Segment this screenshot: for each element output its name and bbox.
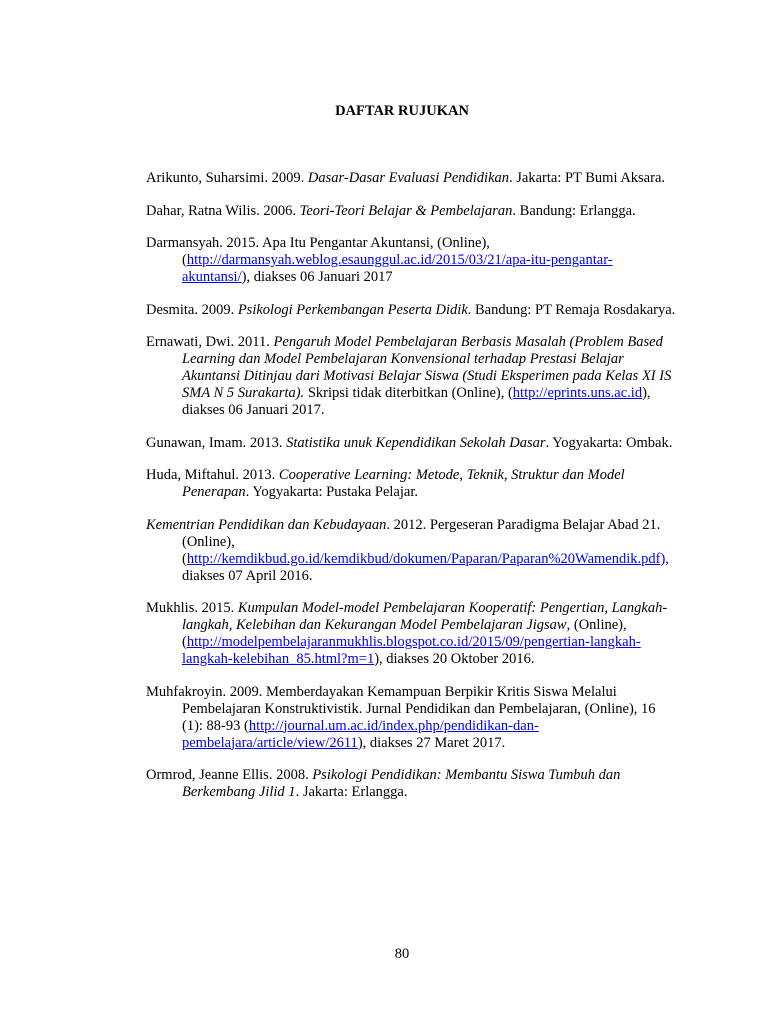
reference-text: Skripsi tidak diterbitkan (Online), ( bbox=[304, 385, 513, 401]
reference-item bbox=[146, 517, 676, 585]
reference-text: Desmita. 2009. bbox=[146, 301, 238, 318]
reference-item bbox=[146, 170, 676, 187]
reference-text: Muhfakroyin. 2009. Memberdayakan Kemampuan Berpikir Kritis Siswa Melalui Pembelajaran Konstruktivistik. Jurnal Pendidikan dan Pembelajaran, (Online), 16 (1): 88-93 ( bbox=[146, 683, 656, 734]
reference-title: Psikologi Pendidikan: Membantu Siswa Tumbuh dan Berkembang Jilid 1 bbox=[182, 767, 621, 800]
reference-text: Darmansyah. 2015. Apa Itu Pengantar Akuntansi, (Online), ( bbox=[146, 235, 490, 268]
reference-text: , (Online), ( bbox=[182, 617, 627, 650]
reference-list bbox=[146, 170, 676, 817]
reference-title: Teori-Teori Belajar & Pembelajaran bbox=[299, 202, 513, 219]
reference-text: Ormrod, Jeanne Ellis. 2008. bbox=[146, 767, 313, 783]
reference-item bbox=[146, 435, 676, 452]
reference-text: . Jakarta: PT Bumi Aksara. bbox=[509, 170, 666, 186]
page-number: 80 bbox=[394, 946, 410, 962]
reference-item bbox=[146, 235, 676, 286]
page-title: DAFTAR RUJUKAN bbox=[335, 103, 469, 119]
reference-text: Dahar, Ratna Wilis. 2006. bbox=[146, 202, 300, 219]
reference-item bbox=[146, 334, 676, 419]
reference-link[interactable]: http://journal.um.ac.id/index.php/pendidikan-dan-pembelajara/article/view/2611 bbox=[182, 717, 539, 751]
reference-title: Kumpulan Model-model Pembelajaran Kooperatif: Pengertian, Langkah-langkah, Kelebihan dan Kekurangan Model Pembelajaran Jigsaw bbox=[182, 600, 668, 633]
reference-text: . Yogyakarta: Pustaka Pelajar. bbox=[245, 484, 418, 500]
reference-text: Huda, Miftahul. 2013. bbox=[146, 467, 279, 483]
reference-item bbox=[146, 203, 676, 220]
reference-text: ), diakses 06 Januari 2017. bbox=[182, 385, 651, 418]
reference-text: . Yogyakarta: Ombak. bbox=[545, 434, 673, 451]
reference-text: ), diakses 06 Januari 2017 bbox=[241, 269, 393, 285]
reference-text: . Bandung: Erlangga. bbox=[512, 202, 636, 219]
reference-item bbox=[146, 302, 676, 319]
reference-title: Statistika unuk Kependidikan Sekolah Dasar bbox=[286, 434, 546, 451]
reference-link[interactable]: http://darmansyah.weblog.esaunggul.ac.id/2015/03/21/apa-itu-pengantar-akuntansi/ bbox=[182, 252, 613, 285]
reference-item bbox=[146, 767, 676, 801]
reference-link[interactable]: http://kemdikbud.go.id/kemdikbud/dokumen/Paparan/Paparan%20Wamendik.pdf), bbox=[186, 550, 669, 567]
reference-text: Gunawan, Imam. 2013. bbox=[146, 434, 287, 451]
reference-text: . 2012. Pergeseran Paradigma Belajar Abad 21. (Online), ( bbox=[182, 516, 661, 567]
reference-item bbox=[146, 600, 676, 668]
reference-link[interactable]: http://modelpembelajaranmukhlis.blogspot.co.id/2015/09/pengertian-langkah-langkah-kelebihan_85.html?m=1 bbox=[182, 634, 641, 667]
reference-text: Ernawati, Dwi. 2011. bbox=[146, 334, 274, 350]
reference-title: Cooperative Learning: Metode, Teknik, Struktur dan Model Penerapan bbox=[182, 467, 625, 500]
reference-text: diakses 07 April 2016. bbox=[182, 567, 313, 584]
reference-title: Psikologi Perkembangan Peserta Didik bbox=[237, 301, 468, 318]
reference-text: Arikunto, Suharsimi. 2009. bbox=[146, 170, 308, 186]
reference-text: . Bandung: PT Remaja Rosdakarya. bbox=[467, 301, 676, 318]
reference-title: Pengaruh Model Pembelajaran Berbasis Masalah (Problem Based Learning dan Model Pembelajaran Konvensional terhadap Prestasi Belajar Akuntansi Ditinjau dari Motivasi Belajar Siswa (Studi Eksperimen pada Kelas XI IS SMA N 5 Surakarta). bbox=[182, 334, 672, 401]
reference-text: . Jakarta: Erlangga. bbox=[295, 784, 408, 800]
reference-item bbox=[146, 684, 676, 752]
reference-link[interactable]: http://eprints.uns.ac.id bbox=[512, 385, 643, 401]
reference-text: ), diakses 20 Oktober 2016. bbox=[374, 651, 535, 667]
reference-title: Dasar-Dasar Evaluasi Pendidikan bbox=[307, 170, 510, 186]
reference-text: ), diakses 27 Maret 2017. bbox=[357, 734, 506, 751]
reference-title: Kementrian Pendidikan dan Kebudayaan bbox=[146, 516, 387, 533]
reference-text: Mukhlis. 2015. bbox=[146, 600, 238, 616]
reference-item bbox=[146, 467, 676, 501]
